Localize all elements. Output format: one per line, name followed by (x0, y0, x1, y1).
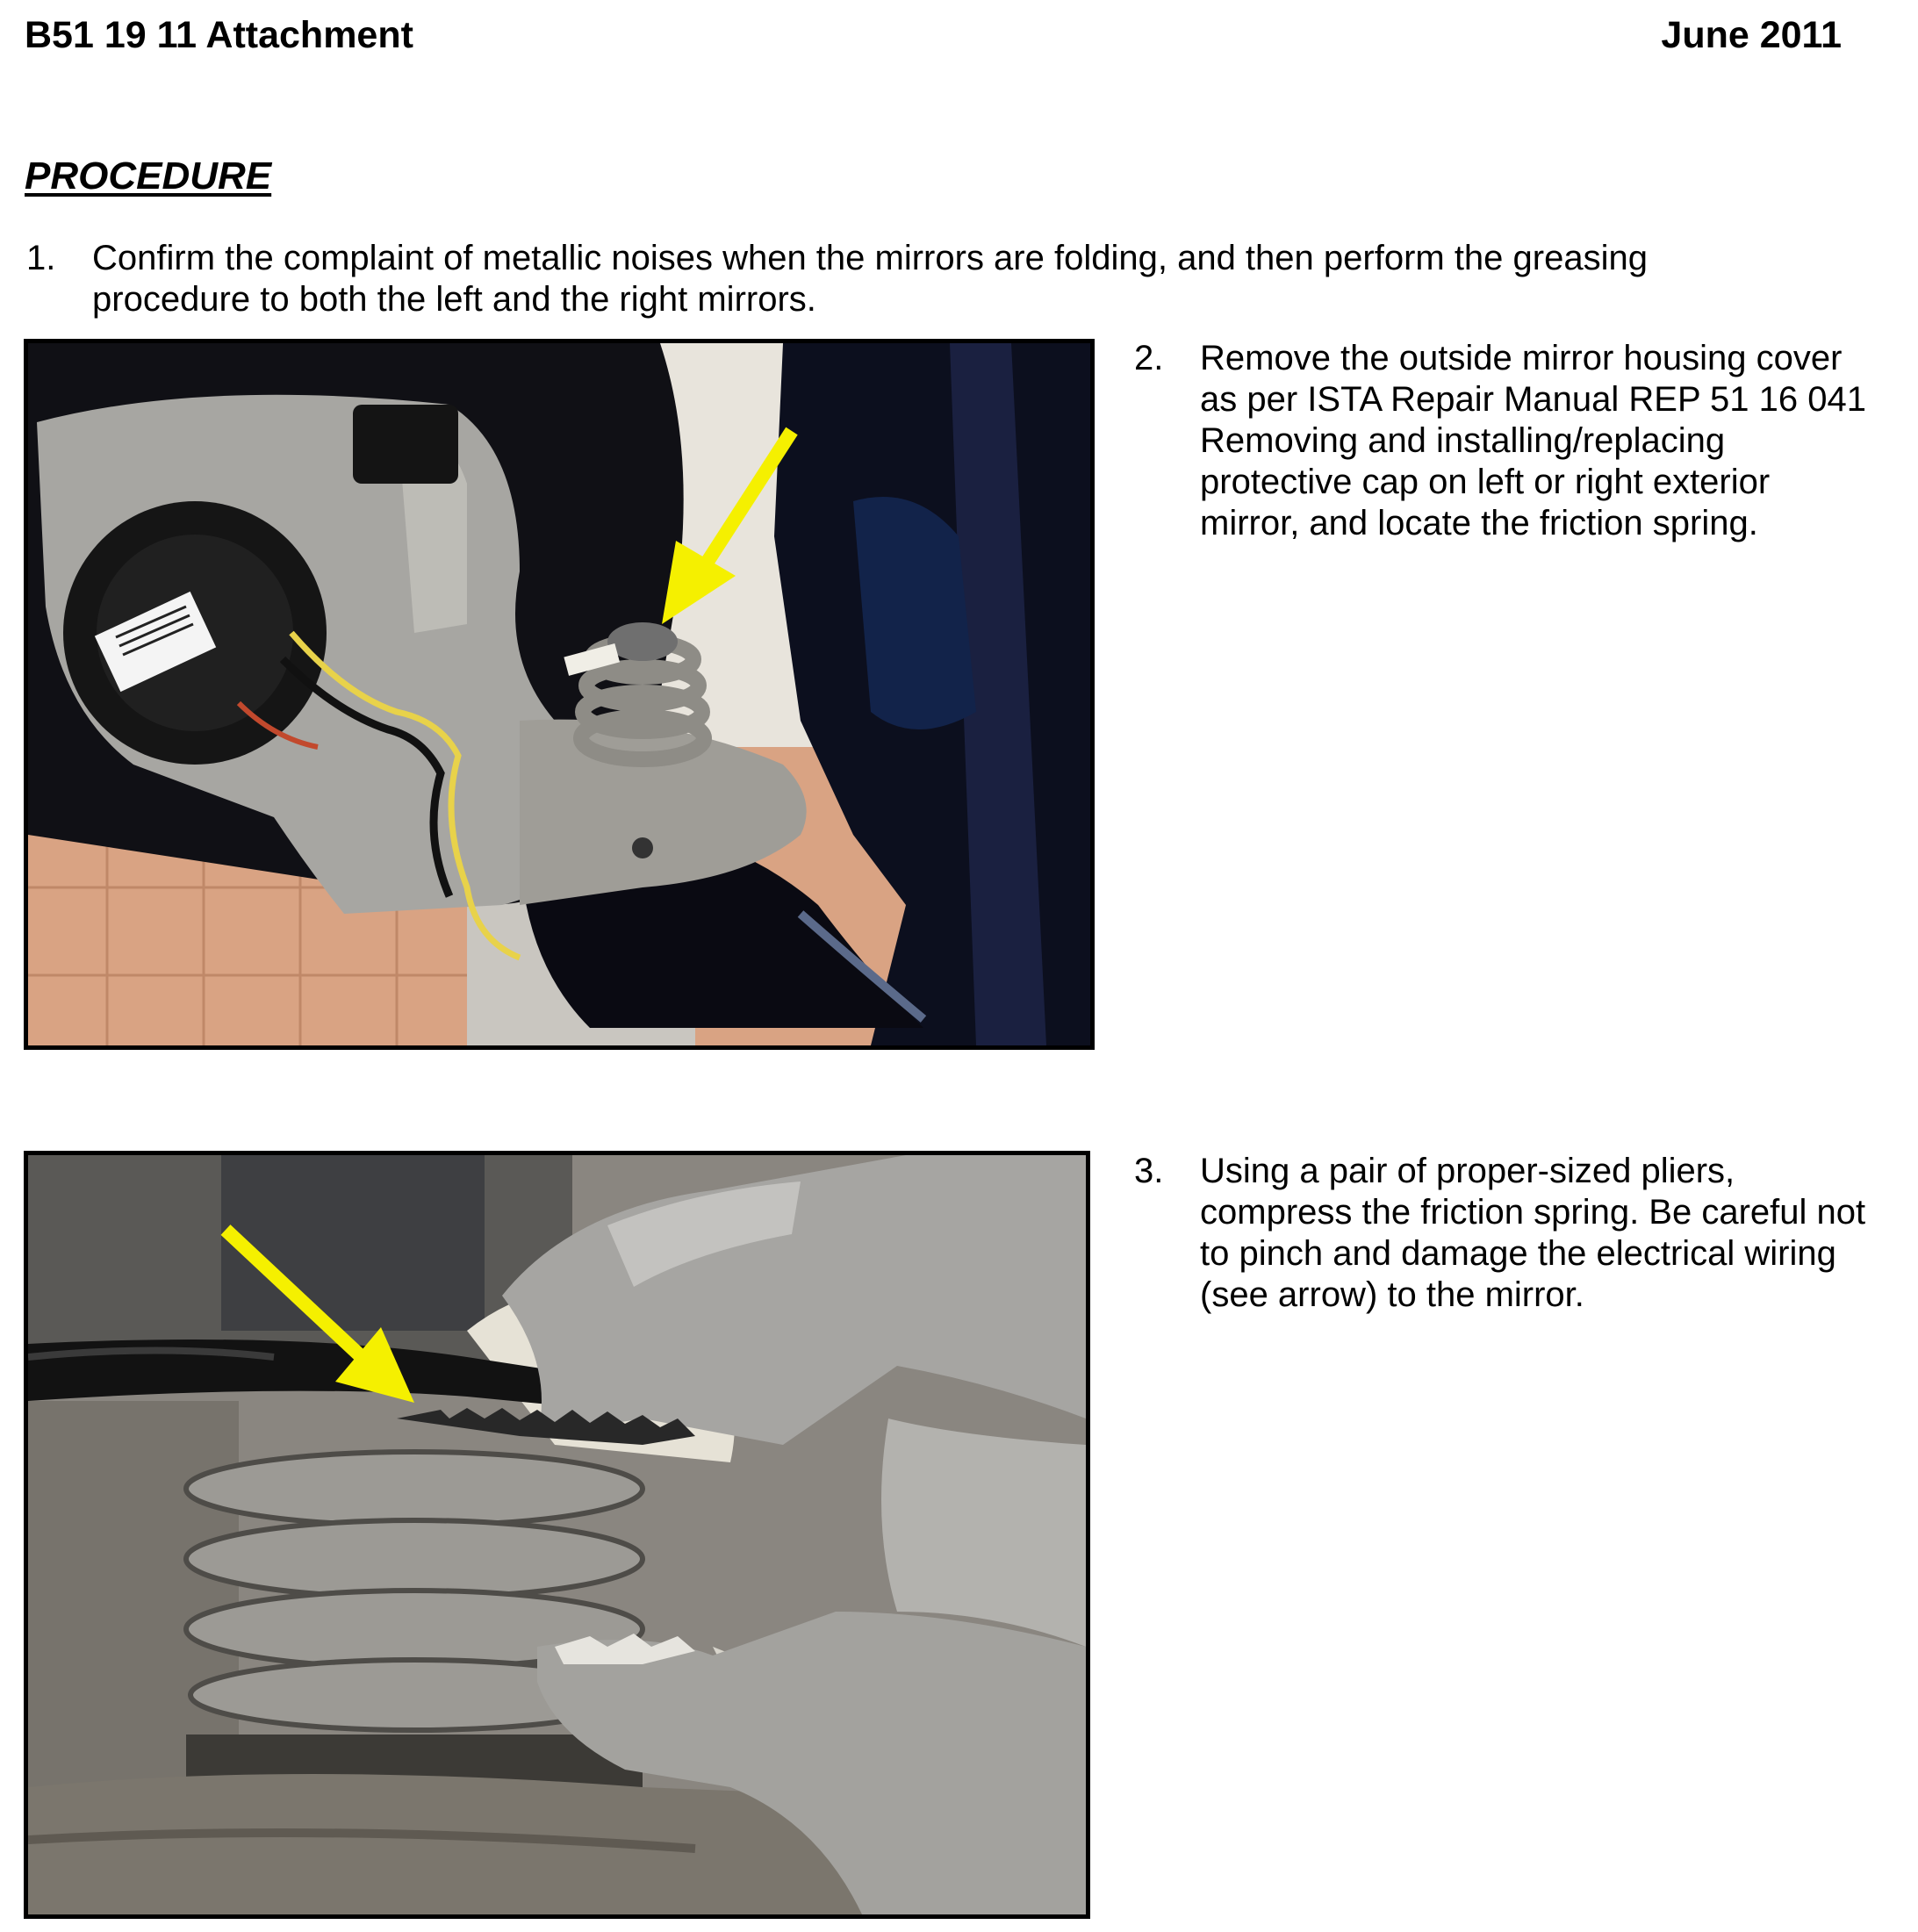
mirror-housing-photo (24, 339, 1095, 1050)
step-text: Confirm the complaint of metallic noises when the mirrors are folding, and then perform the greasing procedure to both the left and the right mirrors. (92, 239, 1648, 319)
step-text: Remove the outside mirror housing cover as per ISTA Repair Manual REP 51 16 041 Removing and installing/replacing protective cap on left or right exterior mirror, and locate the friction spring. (1200, 339, 1866, 542)
step-text: Using a pair of proper-sized pliers, compress the friction spring. Be careful not to pinch and damage the electrical wiring (see arrow) to the mirror. (1200, 1152, 1866, 1314)
pliers-compressing-spring-photo (24, 1151, 1090, 1919)
document-reference: B51 19 11 Attachment (25, 14, 413, 56)
step-number: 3. (1134, 1152, 1164, 1190)
step-number: 2. (1134, 339, 1164, 377)
document-date: June 2011 (1661, 14, 1842, 56)
step-number: 1. (26, 239, 56, 277)
section-title: PROCEDURE (25, 154, 272, 198)
